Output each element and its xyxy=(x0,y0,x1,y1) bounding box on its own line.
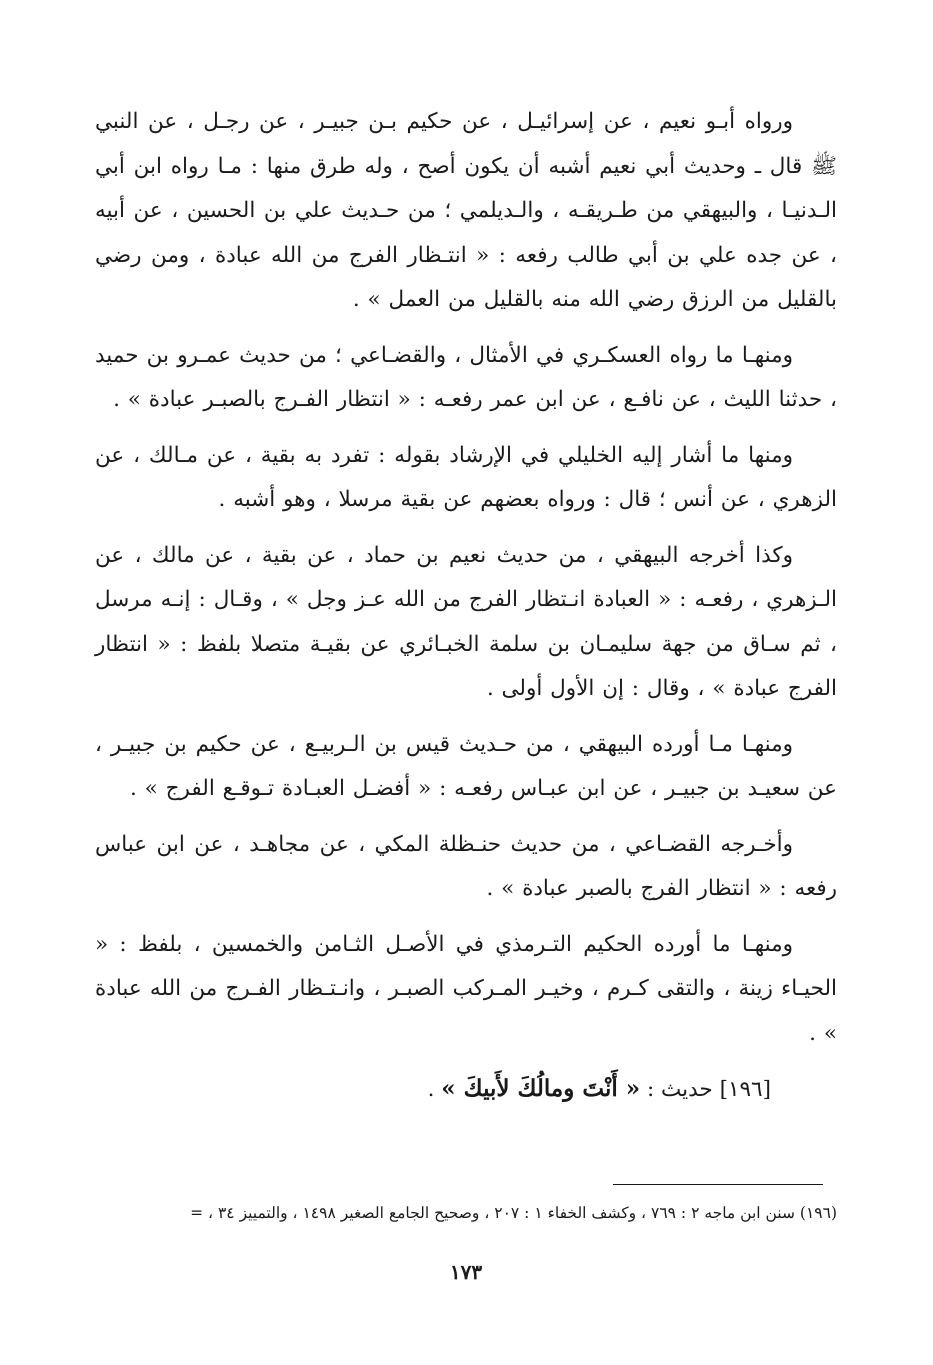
book-page xyxy=(95,100,837,1340)
footnote-separator xyxy=(613,1184,823,1185)
hadith-quote: « أَنْتَ ومالُكَ لأَبيكَ » xyxy=(441,1075,641,1102)
footnote: (١٩٦) سنن ابن ماجه ٢ : ٧٦٩ ، وكشف الخفاء ١ : ٢٠٧ ، وصحيح الجامع الصغير ١٤٩٨ ، والتمييز ٣٤ ، = xyxy=(190,1204,837,1222)
paragraph-3: ومنها ما أشار إليه الخليلي في الإرشاد بقوله : تفرد به بقية ، عن مـالك ، عن الزهري ، عن أنس ؛ قال : ورواه بعضهم عن بقية مرسلا ، وهو أشبه . xyxy=(95,442,837,512)
paragraph-1: ورواه أبـو نعيم ، عن إسرائيـل ، عن حكيم بـن جبيـر ، عن رجـل ، عن النبي ﷺ قال ـ وحديث أبي نعيم أشبه أن يكون أصح ، وله طرق منها : مـا رواه ابن أبي الـدنيـا ، والبيهقي من طـريقـه ، والـديلمي ؛ من حـديث علي بن الحسين ، عن أبيه ، عن جده علي بن أبي طالب رفعه : « انتـظار الفرج من الله عبادة ، ومن رضي بالقليل من الرزق رضي الله منه بالقليل من العمل » . xyxy=(95,109,837,312)
hadith-heading xyxy=(95,1067,837,1112)
paragraph-4: وكذا أخرجه البيهقي ، من حديث نعيم بن حماد ، عن بقية ، عن مالك ، عن الـزهري ، رفعـه : « العبادة انـتظار الفرج من الله عـز وجل » ، وقـال : إنـه مرسل ، ثم سـاق من جهة سليمـان بن سلمة الخبـائري عن بقيـة متصلا بلفظ : « انتظار الفرج عبادة » ، وقال : إن الأول أولى . xyxy=(95,542,837,701)
paragraph-7: ومنهـا ما أورده الحكيم التـرمذي في الأصـل الثـامن والخمسين ، بلفظ : « الحيـاء زينة ، والتقى كـرم ، وخيـر المـركب الصبـر ، وانـتـظار الفـرج من الله عبادة » . xyxy=(95,931,837,1046)
paragraph-6: وأخـرجه القضـاعي ، من حديث حنـظلة المكي ، عن مجاهـد ، عن ابن عباس رفعه : « انتظار الفرج بالصبر عبادة » . xyxy=(95,831,837,901)
paragraph-2: ومنهـا ما رواه العسكـري في الأمثال ، والقضـاعي ؛ من حديث عمـرو بن حميد ، حدثنا الليث ، عن نافـع ، عن ابن عمر رفعـه : « انتظار الفـرج بالصبـر عبادة » . xyxy=(95,342,837,412)
page-number: ١٧٣ xyxy=(449,1260,483,1284)
paragraph-5: ومنهـا مـا أورده البيهقي ، من حـديث قيس بن الـربيـع ، عن حكيم بن جبيـر ، عن سعيـد بن جبيـر ، عن ابن عبـاس رفعـه : « أفضـل العبـادة تـوقـع الفرج » . xyxy=(95,731,837,801)
hadith-label: حديث : xyxy=(646,1077,713,1102)
hadith-end: . xyxy=(427,1077,435,1102)
hadith-number: [١٩٦] xyxy=(719,1077,771,1102)
